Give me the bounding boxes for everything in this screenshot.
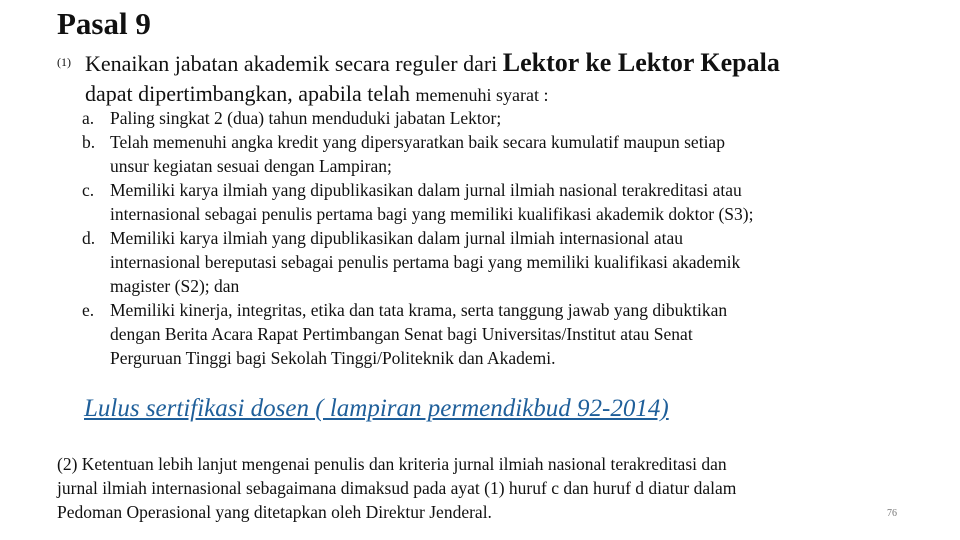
list-letter: d. — [82, 228, 96, 248]
list-item-text: dengan Berita Acara Rapat Pertimbangan Senat bagi Universitas/Institut atau Senat — [110, 324, 693, 344]
list-item-text: Telah memenuhi angka kredit yang dipersyaratkan baik secara kumulatif maupun setiap — [110, 132, 725, 152]
certification-link[interactable]: Lulus sertifikasi dosen ( lampiran permendikbud 92-2014) — [84, 395, 669, 422]
text: dapat dipertimbangkan, apabila telah — [85, 81, 416, 106]
page-title: Pasal 9 — [57, 6, 151, 41]
list-letter: a. — [82, 108, 95, 128]
emphasis-text: Lektor ke Lektor Kepala — [502, 48, 780, 77]
paragraph-number: (1) — [57, 55, 71, 69]
paragraph-2-line: Pedoman Operasional yang ditetapkan oleh Direktur Jenderal. — [57, 502, 492, 522]
list-item-text: internasional sebagai penulis pertama bagi yang memiliki kualifikasi akademik doktor (S3); — [110, 204, 754, 224]
text: Kenaikan jabatan akademik secara reguler dari — [85, 51, 503, 76]
small-text: memenuhi syarat : — [415, 85, 549, 105]
list-item-text: Memiliki karya ilmiah yang dipublikasikan dalam jurnal ilmiah nasional terakreditasi atau — [110, 180, 742, 200]
list-letter: b. — [82, 132, 96, 152]
page-number: 76 — [887, 508, 897, 519]
list-item-text: internasional bereputasi sebagai penulis pertama bagi yang memiliki kualifikasi akademik — [110, 252, 741, 272]
paragraph-2-line: jurnal ilmiah internasional sebagaimana dimaksud pada ayat (1) huruf c dan huruf d diatur dalam — [57, 478, 737, 498]
list-item-text: Perguruan Tinggi bagi Sekolah Tinggi/Politeknik dan Akademi. — [110, 348, 556, 368]
paragraph-1-line-2 — [85, 81, 548, 107]
paragraph-2-line: (2) Ketentuan lebih lanjut mengenai penulis dan kriteria jurnal ilmiah nasional terakreditasi dan — [57, 454, 727, 474]
list-item-text: Memiliki kinerja, integritas, etika dan tata krama, serta tanggung jawab yang dibuktikan — [110, 300, 728, 320]
paragraph-1-line-1 — [85, 48, 780, 78]
list-letter: c. — [82, 180, 95, 200]
list-item-text: Memiliki karya ilmiah yang dipublikasikan dalam jurnal ilmiah internasional atau — [110, 228, 683, 248]
list-item-text: Paling singkat 2 (dua) tahun menduduki jabatan Lektor; — [110, 108, 502, 128]
list-letter: e. — [82, 300, 95, 320]
list-item-text: unsur kegiatan sesuai dengan Lampiran; — [110, 156, 392, 176]
list-item-text: magister (S2); dan — [110, 276, 240, 296]
